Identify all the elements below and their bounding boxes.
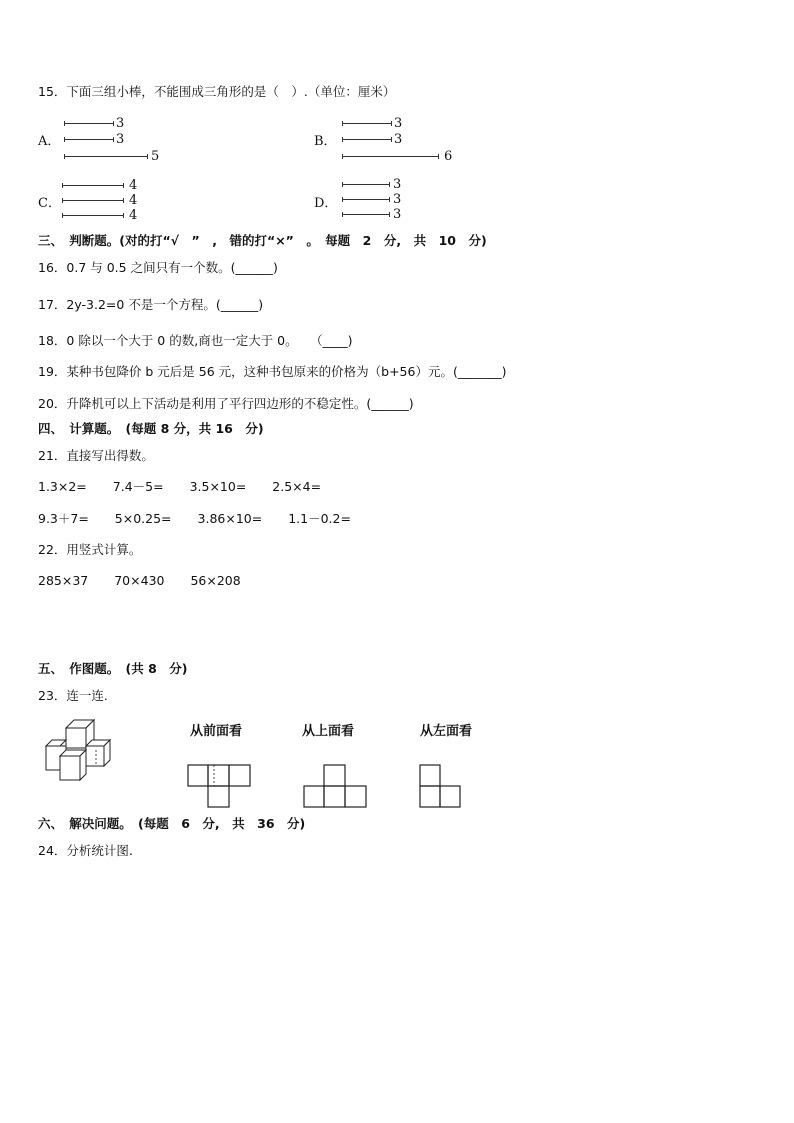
q15-text: 15．下面三组小棒，不能围成三角形的是（ ）.（单位：厘米） xyxy=(38,84,396,99)
q21-row1 xyxy=(38,479,343,495)
stick-d1 xyxy=(342,184,390,185)
stick-d1-label: 3 xyxy=(393,177,402,192)
stick-c1-label: 4 xyxy=(129,178,138,193)
q23-text: 23．连一连. xyxy=(38,688,108,703)
stick-a3-label: 5 xyxy=(151,149,160,164)
view-left-title: 从左面看 xyxy=(420,724,473,739)
stick-a1 xyxy=(64,123,114,124)
stick-c2 xyxy=(62,200,124,201)
section3-title: 三、 判断题。(对的打“√ ” , 错的打“×” 。 每题 2 分, 共 10 分) xyxy=(38,233,487,248)
calc-item: 1.3×2= xyxy=(38,479,87,494)
vertical-calc-item: 56×208 xyxy=(190,573,241,588)
calc-item: 9.3＋7= xyxy=(38,511,89,526)
left-view-shape[interactable] xyxy=(418,763,466,809)
section4-title: 四、 计算题。 (每题 8 分，共 16 分) xyxy=(38,421,264,436)
q17-text[interactable]: 17．2y-3.2=0 不是一个方程。(______) xyxy=(38,297,264,312)
stick-a1-label: 3 xyxy=(116,116,125,131)
stick-d3-label: 3 xyxy=(393,207,402,222)
stick-c3 xyxy=(62,215,124,216)
q19-text[interactable]: 19．某种书包降价 b 元后是 56 元，这种书包原来的价格为（b+56）元。(_______) xyxy=(38,364,507,379)
calc-item: 2.5×4= xyxy=(272,479,322,494)
calc-item: 7.4－5= xyxy=(112,479,164,494)
vertical-calc-item: 285×37 xyxy=(38,573,89,588)
top-view-shape[interactable] xyxy=(302,763,370,809)
cube-stack-figure xyxy=(40,716,140,788)
stick-c2-label: 4 xyxy=(129,193,138,208)
q21-text: 21．直接写出得数。 xyxy=(38,448,154,463)
view-top-title: 从上面看 xyxy=(302,724,355,739)
calc-item: 5×0.25= xyxy=(114,511,172,526)
option-a-letter[interactable]: A． xyxy=(38,134,61,149)
q21-row2 xyxy=(38,511,373,527)
stick-b1-label: 3 xyxy=(394,116,403,131)
stick-a2 xyxy=(64,139,114,140)
stick-b2 xyxy=(342,139,392,140)
view-front-title: 从前面看 xyxy=(190,724,243,739)
q22-text: 22．用竖式计算。 xyxy=(38,542,142,557)
q22-items xyxy=(38,573,263,589)
q18-text[interactable]: 18．0 除以一个大于 0 的数,商也一定大于 0。 （____) xyxy=(38,333,353,348)
stick-d2-label: 3 xyxy=(393,192,402,207)
stick-d2 xyxy=(342,199,390,200)
section5-title: 五、 作图题。 (共 8 分) xyxy=(38,661,188,676)
stick-c3-label: 4 xyxy=(129,208,138,223)
stick-b3 xyxy=(342,156,439,157)
calc-item: 3.5×10= xyxy=(189,479,247,494)
stick-b3-label: 6 xyxy=(444,149,453,164)
stick-a2-label: 3 xyxy=(116,132,125,147)
calc-item: 1.1－0.2= xyxy=(288,511,351,526)
calc-item: 3.86×10= xyxy=(197,511,263,526)
vertical-calc-item: 70×430 xyxy=(114,573,165,588)
front-view-shape[interactable] xyxy=(186,763,256,809)
q20-text[interactable]: 20．升降机可以上下活动是利用了平行四边形的不稳定性。(______) xyxy=(38,396,414,411)
q16-text[interactable]: 16．0.7 与 0.5 之间只有一个数。(______) xyxy=(38,260,278,275)
stick-b1 xyxy=(342,123,392,124)
section6-title: 六、 解决问题。 (每题 6 分, 共 36 分) xyxy=(38,816,306,831)
stick-c1 xyxy=(62,185,124,186)
option-c-letter[interactable]: C． xyxy=(38,196,61,211)
option-d-letter[interactable]: D． xyxy=(314,196,338,211)
stick-b2-label: 3 xyxy=(394,132,403,147)
stick-a3 xyxy=(64,156,148,157)
stick-d3 xyxy=(342,214,390,215)
option-b-letter[interactable]: B． xyxy=(314,134,337,149)
q24-text: 24．分析统计图. xyxy=(38,843,133,858)
